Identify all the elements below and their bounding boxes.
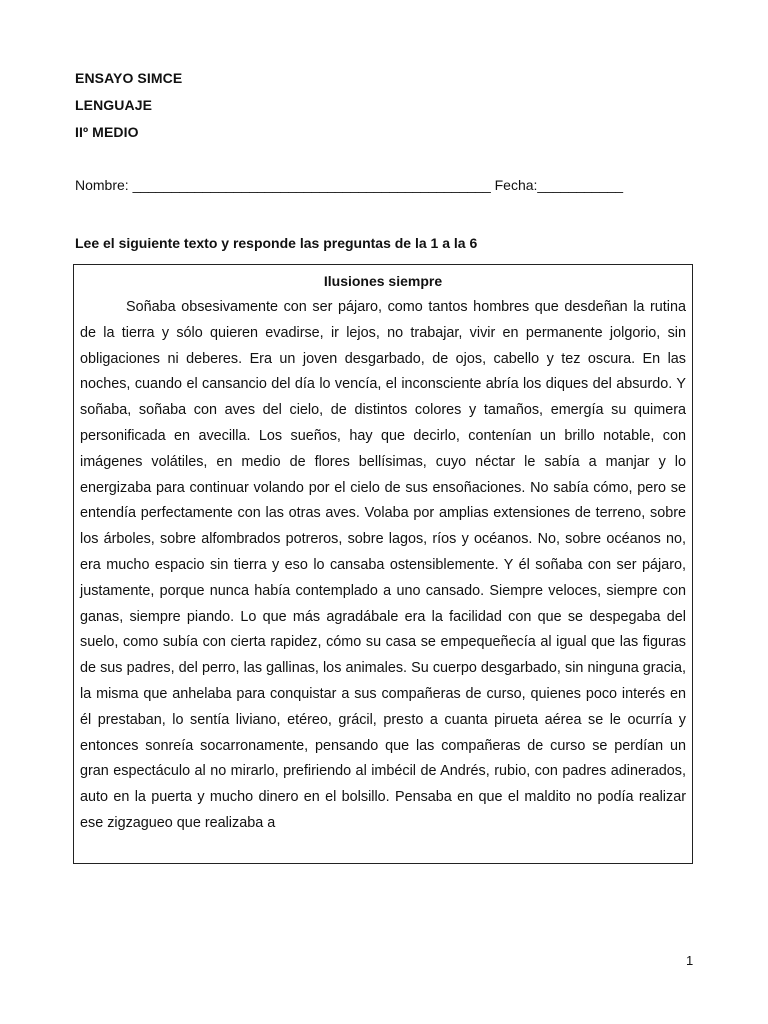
reading-body: Soñaba obsesivamente con ser pájaro, como tantos hombres que desdeñan la rutina de la tierra y sólo quieren evadirse, ir lejos, no trabajar, vivir en permanente jolgorio, sin obligaciones ni deberes. Era un joven desgarbado, de ojos, cabello y tez oscura. En las noches, cuando el cansancio del día lo vencía, el inconsciente abría los diques del absurdo. Y soñaba, soñaba con aves del cielo, de distintos colores y tamaños, emergía su quimera personificada en avecilla. Los sueños, hay que decirlo, contenían un brillo notable, con imágenes volátiles, en medio de flores bellísimas, cuyo néctar le sabía a manjar y lo energizaba para continuar volando por el cielo de sus ensoñaciones. No sabía cómo, pero se entendía perfectamente con las otras aves. Volaba por amplias extensiones de terreno, sobre los árboles, sobre alfombrados potreros, sobre lagos, ríos y océanos. No, sobre océanos no, era mucho espacio sin tierra y eso lo cansaba ostensiblemente. Y él soñaba con ser pájaro, justamente, porque nunca había contemplado a uno cansado. Siempre veloces, siempre con ganas, siempre piando. Lo que más agradábale era la facilidad con que se despegaba del suelo, como subía con cierta rapidez, cómo su casa se empequeñecía al igual que las figuras de sus padres, del perro, las gallinas, los animales. Su cuerpo desgarbado, sin ninguna gracia, la misma que anhelaba para conquistar a sus compañeras de curso, quienes poco interés en él prestaban, lo sentía liviano, etéreo, grácil, presto a cuanta pirueta aérea se le ocurría y entonces sonreía socarronamente, pensando que las compañeras de curso se perdían un gran espectáculo al no mirarlo, prefiriendo al imbécil de Andrés, rubio, con padres adinerados, auto en la puerta y mucho dinero en el bolsillo. Pensaba en que el maldito no podía realizar ese zigzagueo que realizaba a — [80, 299, 686, 831]
page-number: 1 — [686, 953, 694, 968]
document-header-line-3: IIº MEDIO — [75, 124, 139, 140]
document-header-line-1: ENSAYO SIMCE — [75, 70, 183, 86]
reading-text-box — [73, 264, 693, 864]
document-header-line-2: LENGUAJE — [75, 97, 153, 113]
name-date-form-line: Nombre: ______________________________________________ Fecha:___________ — [75, 177, 624, 193]
reading-instruction: Lee el siguiente texto y responde las preguntas de la 1 a la 6 — [75, 235, 478, 251]
reading-title: Ilusiones siempre — [323, 273, 443, 289]
